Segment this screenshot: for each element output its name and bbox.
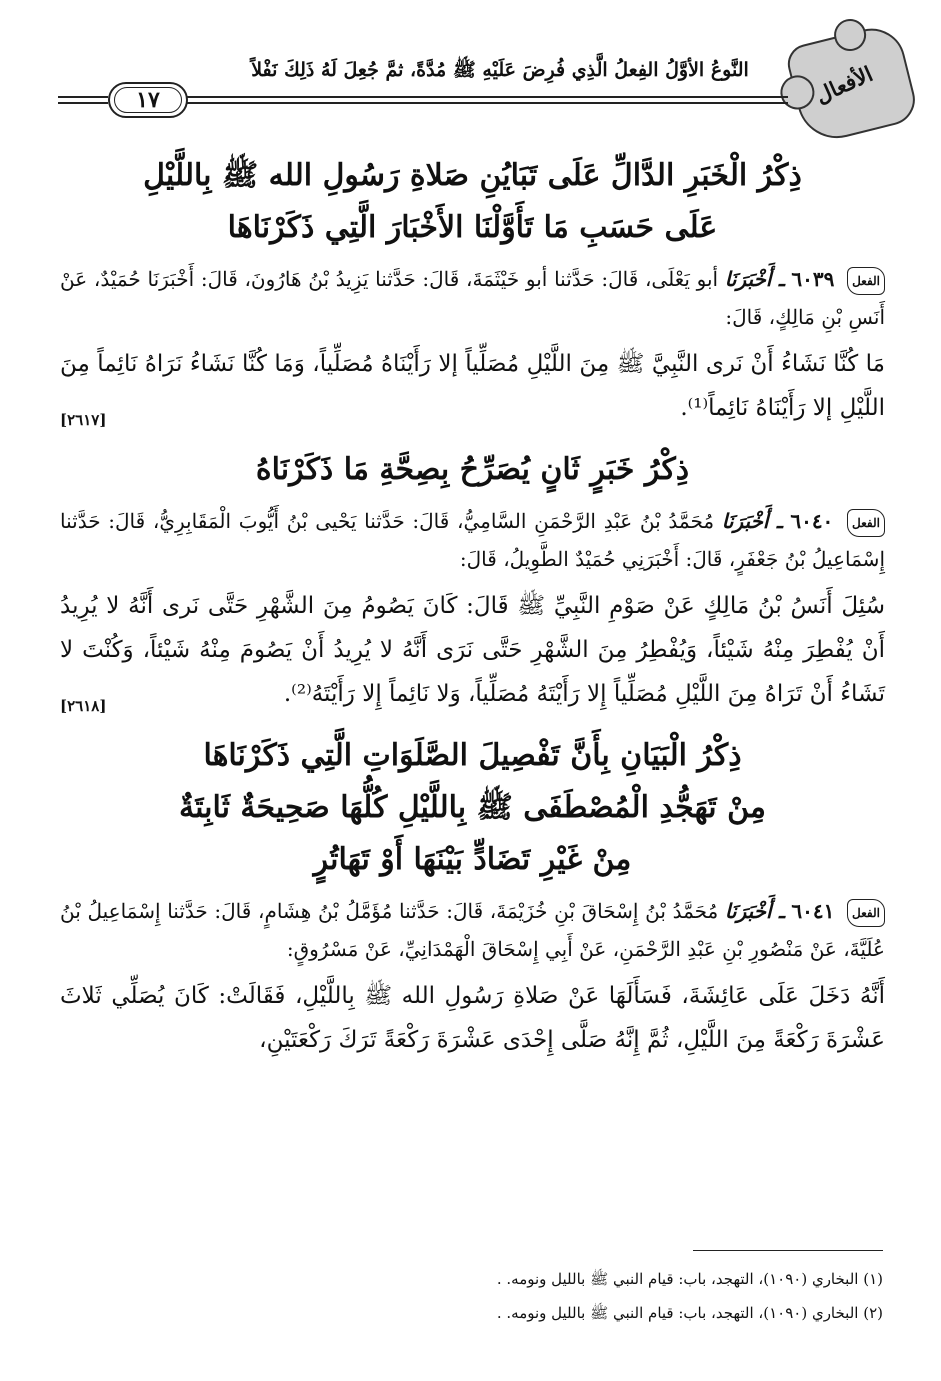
matn-text: سُئِلَ أَنَسُ بْنُ مَالِكٍ عَنْ صَوْمِ النَّبِيِّ ﷺ قَالَ: كَانَ يَصُومُ مِنَ الشَّهْرِ حَتَّى نَرى أَنَّهُ لا يُرِيدُ أَنْ يُفْطِرَ مِنْهُ شَيْئاً، وَيُفْطِرُ مِنَ الشَّهْرِ حَتَّى نَرَى أَنَّهُ لا يُرِيدُ أَنْ يَصُومَ مِنْهُ شَيْئاً، وَكُنْتَ لا تَشَاءُ أَنْ تَرَاهُ مِنَ اللَّيْلِ مُصَلِّياً إِلا رَأَيْتَهُ مُصَلِّياً، وَلا نَائِماً إِلا رَأَيْتَهُ⁽²⁾.: [60, 593, 885, 707]
cross-reference: [٢٦١٨]: [60, 697, 107, 715]
category-badge-icon: الفعل: [847, 899, 885, 927]
section-heading-line: مِنْ تَهَجُّدِ الْمُصْطَفَى ﷺ بِاللَّيْلِ كُلُّهَا صَحِيحَةٌ ثَابِتَةٌ: [178, 790, 766, 825]
hadith-isnad: [60, 502, 885, 578]
category-badge-icon: الفعل: [847, 267, 885, 295]
header-rule: [58, 96, 108, 98]
cross-reference: [٢٦١٧]: [60, 411, 107, 429]
header-rule: [58, 102, 108, 104]
matn-text: مَا كُنَّا نَشَاءُ أَنْ نَرى النَّبِيَّ ﷺ مِنَ اللَّيْلِ مُصَلِّياً إلا رَأَيْنَاهُ مُصَلِّياً، وَمَا كُنَّا نَشَاءُ نَرَاهُ نَائِماً مِنَ اللَّيْلِ إلا رَأَيْنَاهُ نَائِماً⁽¹⁾.: [60, 351, 885, 421]
chapter-tab-label: الأفعال: [811, 60, 877, 109]
hadith-number: ٦٠٤١: [791, 899, 835, 923]
header-rule: [186, 102, 788, 104]
category-badge-icon: الفعل: [847, 509, 885, 537]
section-heading-line: ذِكْرُ الْخَبَرِ الدَّالِّ عَلَى تَبَايُنِ صَلاةِ رَسُولِ الله ﷺ بِاللَّيْلِ: [143, 158, 802, 193]
hadith-isnad: [60, 892, 885, 968]
hadith-text: [60, 342, 885, 430]
isnad-opener: ـ أَخْبَرَنَا: [724, 267, 785, 291]
section-heading-line: ذِكْرُ الْبَيَانِ بِأَنَّ تَفْصِيلَ الصَّلَوَاتِ الَّتِي ذَكَرْنَاهَا: [203, 738, 742, 773]
hadith-section: [60, 444, 885, 716]
footnote: (٢) البخاري (١٠٩٠)، التهجد، باب: قيام النبي ﷺ بالليل ونومه. .: [496, 1304, 883, 1322]
header-rule: [186, 96, 788, 98]
running-title: النَّوعُ الأوَّلُ الفِعلُ الَّذِي فُرِضَ عَلَيْهِ ﷺ مُدَّةً، ثمَّ جُعِلَ لَهُ ذَلِكَ نَفْلاً: [251, 59, 749, 81]
hadith-number: ٦٠٣٩: [791, 267, 835, 291]
page-number: ١٧: [108, 82, 188, 118]
isnad-text: مُحَمَّدُ بْنُ عَبْدِ الرَّحْمَنِ السَّامِيُّ، قَالَ: حَدَّثنا يَحْيى بْنُ أَيُّوبَ الْمَقَابِرِيُّ، قَالَ: حَدَّثنا إِسْمَاعِيلُ بْنُ جَعْفَرٍ، قَالَ: أَخْبَرَنِي حُمَيْدٌ الطَّوِيلُ، قَالَ:: [60, 509, 885, 571]
footnotes: [58, 1262, 883, 1330]
isnad-opener: ـ أَخْبَرَنَا: [721, 509, 783, 533]
footnote: (١) البخاري (١٠٩٠)، التهجد، باب: قيام النبي ﷺ بالليل ونومه. .: [496, 1270, 883, 1288]
hadith-text: [60, 584, 885, 716]
section-heading-line: عَلَى حَسَبِ مَا تَأَوَّلْنَا الأَخْبَارَ الَّتِي ذَكَرْنَاهَا: [227, 210, 718, 245]
isnad-opener: ـ أَخْبَرَنَا: [724, 899, 785, 923]
page-body: [60, 150, 885, 1076]
hadith-isnad: [60, 260, 885, 336]
footnote-divider: [693, 1250, 883, 1251]
hadith-text: [60, 974, 885, 1062]
running-header: [58, 28, 898, 138]
isnad-text: أبو يَعْلَى، قَالَ: حَدَّثنا أبو خَيْثَمَةَ، قَالَ: حَدَّثنا يَزِيدُ بْنُ هَارُونَ، قَالَ: أَخْبَرَنَا حُمَيْدٌ، عَنْ أَنَسِ بْنِ مَالِكٍ، قَالَ:: [60, 267, 885, 329]
section-heading-line: مِنْ غَيْرِ تَضَادٍّ بَيْنَهَا أَوْ تَهَاتُرٍ: [313, 842, 632, 877]
hadith-section: [60, 150, 885, 430]
section-heading-line: ذِكْرُ خَبَرٍ ثَانٍ يُصَرِّحُ بِصِحَّةِ مَا ذَكَرْنَاهُ: [255, 452, 690, 487]
matn-text: أَنَّهُ دَخَلَ عَلَى عَائِشَةَ، فَسَأَلَهَا عَنْ صَلاةِ رَسُولِ الله ﷺ بِاللَّيْلِ، فَقَالَتْ: كَانَ يُصَلِّي ثَلاثَ عَشْرَةَ رَكْعَةً مِنَ اللَّيْلِ، ثُمَّ إِنَّهُ صَلَّى إِحْدَى عَشْرَةَ رَكْعَةً تَرَكَ رَكْعَتَيْنِ،: [60, 983, 885, 1053]
hadith-section: [60, 730, 885, 1062]
hadith-number: ٦٠٤٠: [790, 509, 834, 533]
isnad-text: مُحَمَّدُ بْنُ إِسْحَاقَ بْنِ خُزَيْمَةَ، قَالَ: حَدَّثنا مُؤَمَّلُ بْنُ هِشَامٍ، قَالَ: حَدَّثنا إِسْمَاعِيلُ بْنُ عُلَيَّةَ، عَنْ مَنْصُورِ بْنِ عَبْدِ الرَّحْمَنِ، عَنْ أَبِي إِسْحَاقَ الْهَمْدَانِيِّ، عَنْ مَسْرُوقٍ:: [60, 899, 885, 961]
